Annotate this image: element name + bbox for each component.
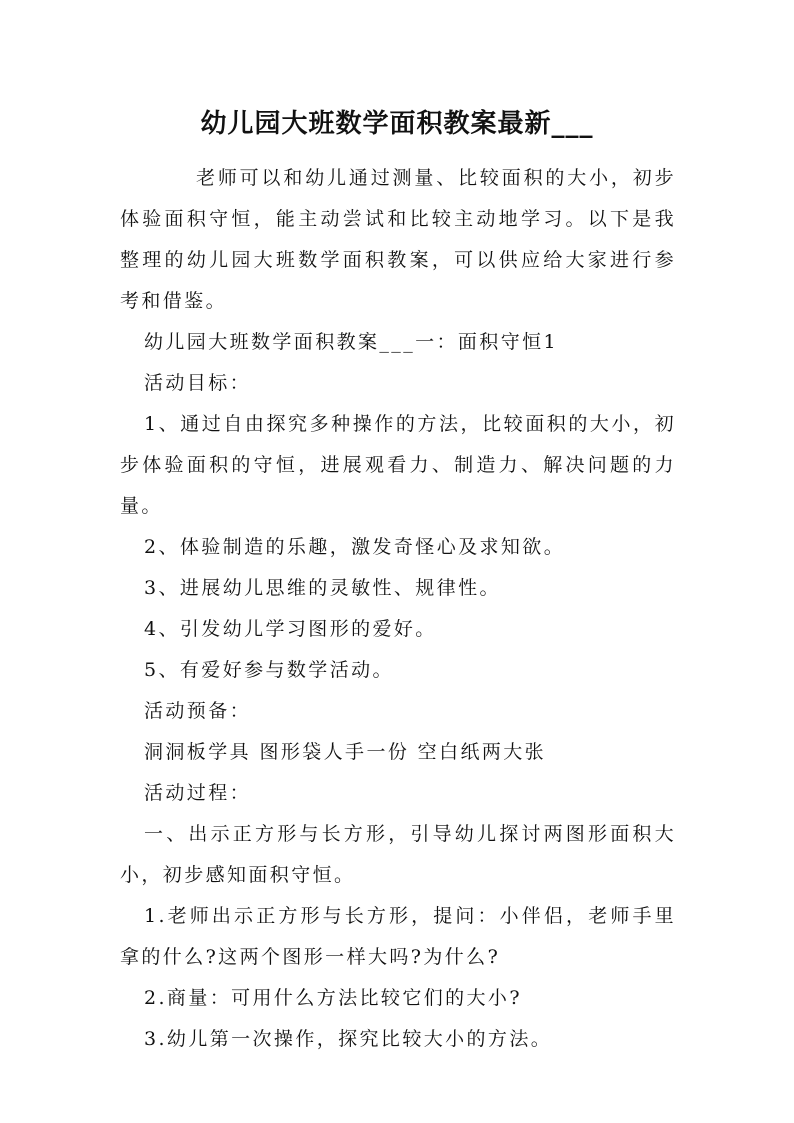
goals-heading: 活动目标：	[144, 372, 252, 394]
process-step: 一、出示正方形与长方形，引导幼儿探讨两图形面积大小，初步感知面积守恒。	[120, 823, 676, 886]
goal-item: 2、体验制造的乐趣，激发奇怪心及求知欲。	[144, 536, 566, 558]
process-heading: 活动过程：	[144, 782, 252, 804]
goal-item: 5、有爱好参与数学活动。	[144, 659, 394, 681]
goal-item: 3、进展幼儿思维的灵敏性、规律性。	[144, 577, 501, 599]
prep-text: 洞洞板学具 图形袋人手一份 空白纸两大张	[144, 741, 547, 763]
process-item: 2.商量：可用什么方法比较它们的大小?	[144, 987, 522, 1009]
intro-paragraph: 老师可以和幼儿通过测量、比较面积的大小，初步体验面积守恒，能主动尝试和比较主动地学习。以下是我整理的幼儿园大班数学面积教案，可以供应给大家进行参考和借鉴。	[120, 167, 676, 312]
prep-heading: 活动预备：	[144, 700, 252, 722]
section-heading: 幼儿园大班数学面积教案___一：面积守恒1	[144, 331, 558, 353]
process-item: 3.幼儿第一次操作，探究比较大小的方法。	[144, 1028, 553, 1050]
document-title: 幼儿园大班数学面积教案最新___	[200, 109, 594, 139]
document-body	[120, 158, 676, 1060]
goal-item: 4、引发幼儿学习图形的爱好。	[144, 618, 437, 640]
goal-item: 1、通过自由探究多种操作的方法，比较面积的大小，初步体验面积的守恒，进展观看力、制造力、解决问题的力量。	[120, 413, 676, 517]
process-item: 1.老师出示正方形与长方形，提问：小伴侣，老师手里拿的什么?这两个图形一样大吗?为什么?	[120, 905, 676, 968]
